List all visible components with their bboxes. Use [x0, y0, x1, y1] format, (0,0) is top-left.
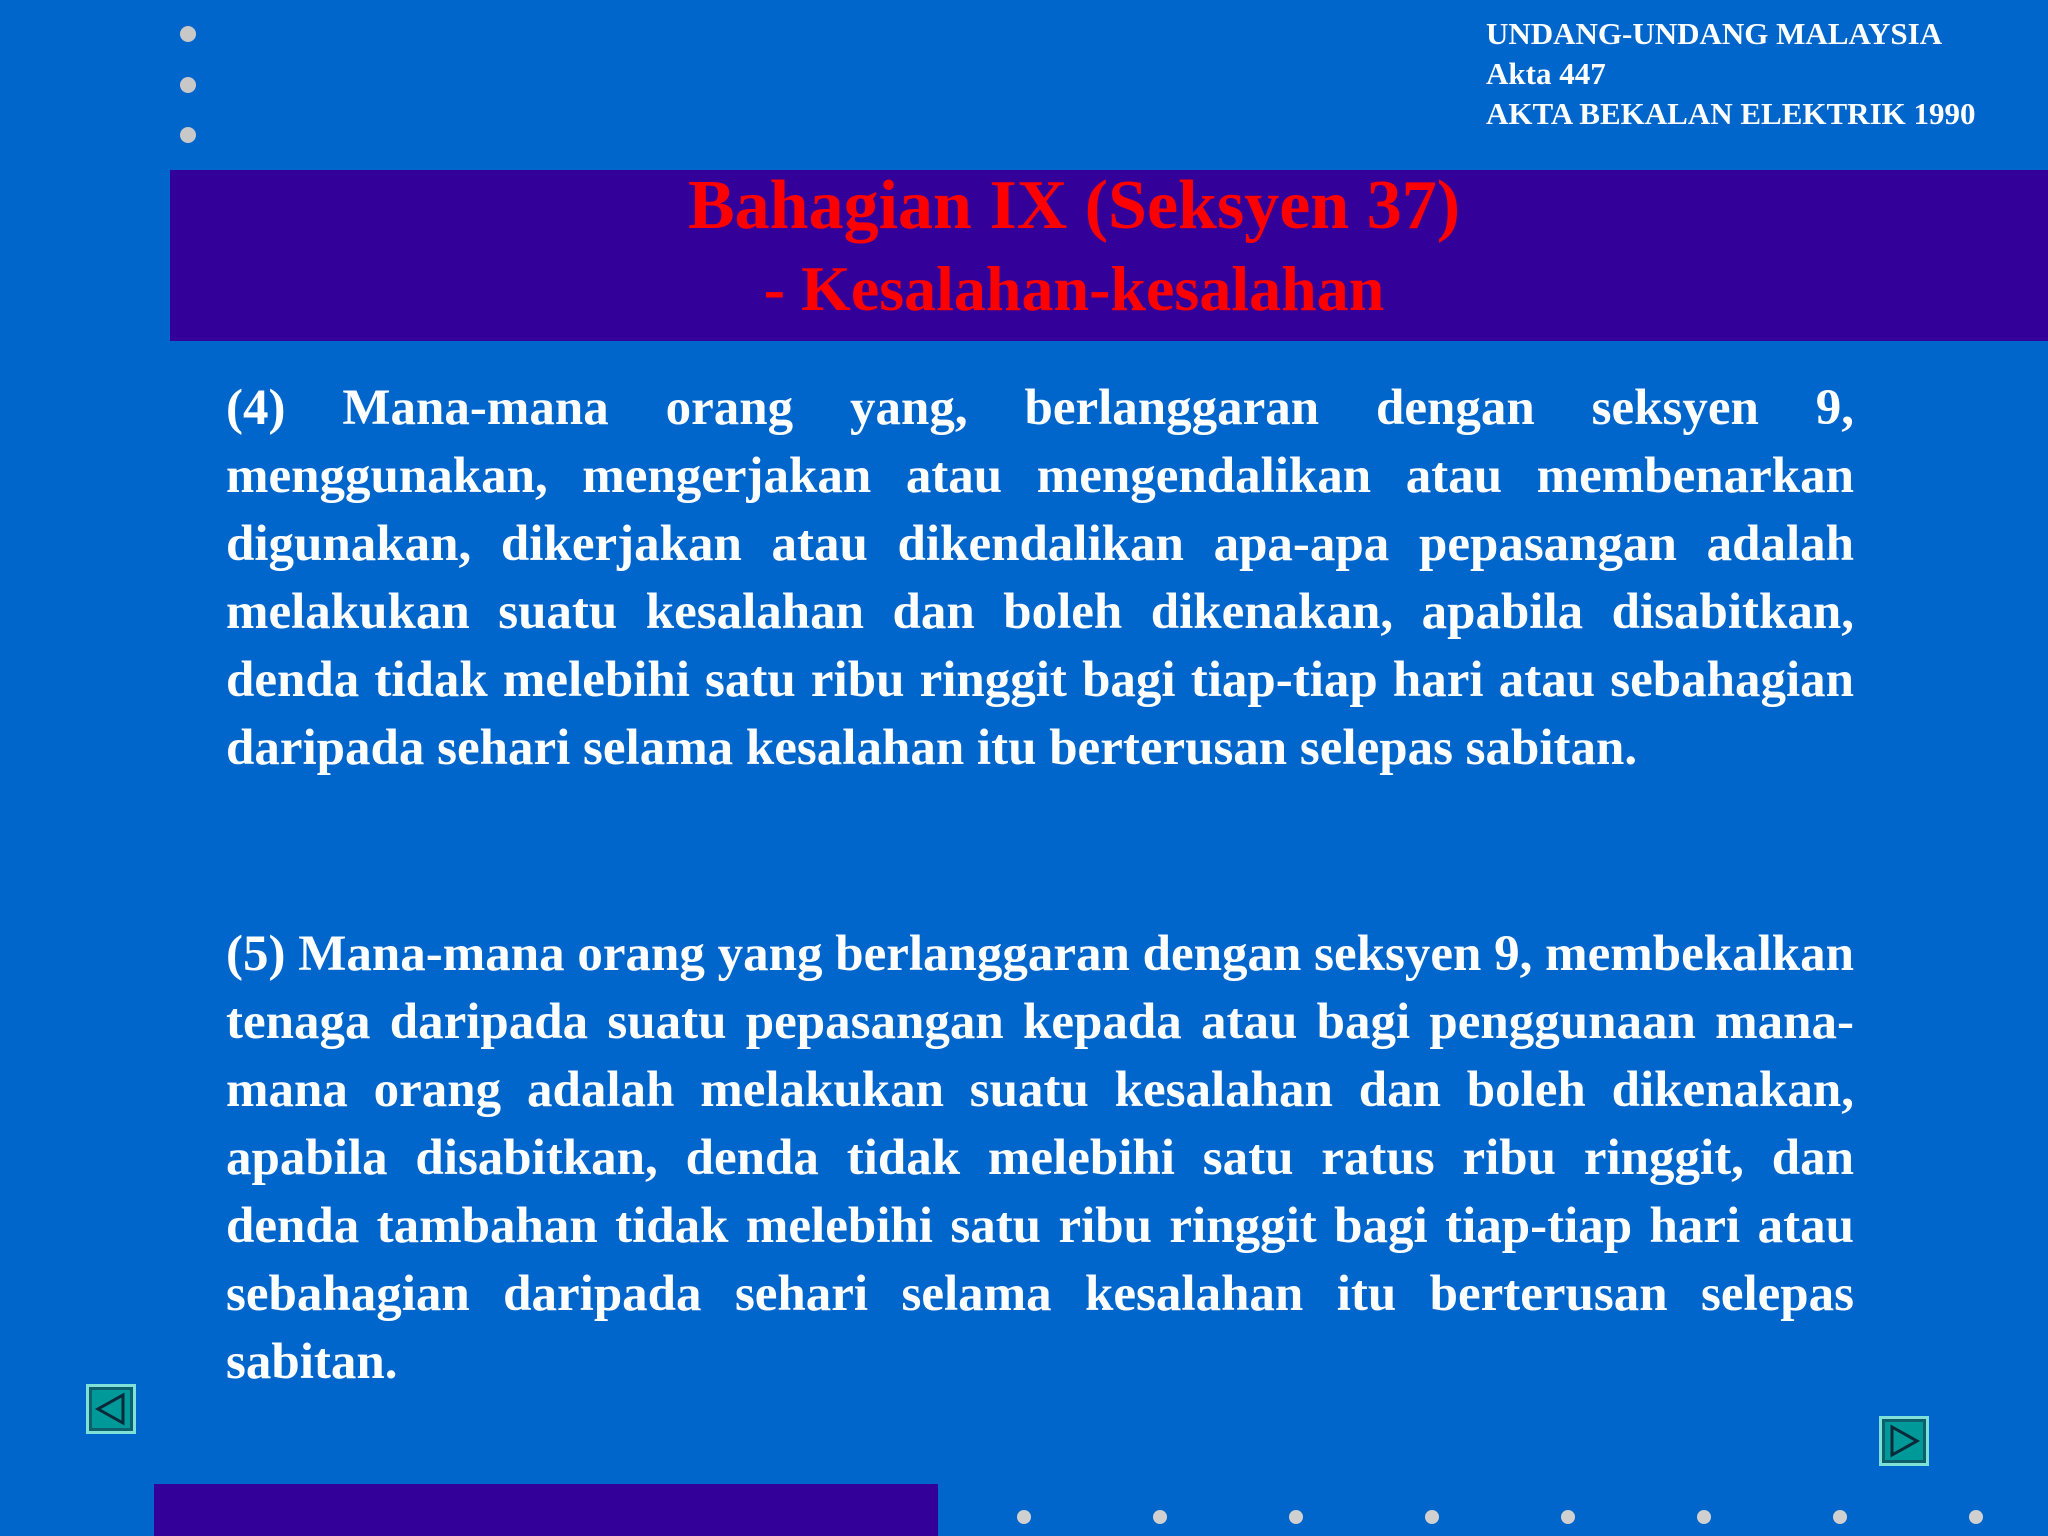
slide-title-sub: - Kesalahan-kesalahan — [763, 253, 1385, 324]
previous-slide-button[interactable] — [86, 1384, 136, 1434]
triangle-right-icon — [1882, 1419, 1926, 1463]
decorative-dot — [180, 26, 196, 42]
decorative-dot — [1017, 1510, 1031, 1524]
slide-title — [170, 163, 1978, 329]
header-line-act-number: Akta 447 — [1486, 56, 1606, 91]
slide-title-main: Bahagian IX (Seksyen 37) — [687, 167, 1461, 244]
act-reference-header — [1486, 14, 1976, 134]
subsection-5-text: (5) Mana-mana orang yang berlanggaran dengan seksyen 9, membekalkan tenaga daripada suatu pepasangan kepada atau bagi penggunaan mana-mana orang adalah melakukan suatu kesalahan dan boleh dikenakan, apabila disabitkan, denda tidak melebihi satu ratus ribu ringgit, dan denda tambahan tidak melebihi satu ribu ringgit bagi tiap-tiap hari atau sebahagian daripada sehari selama kesalahan itu berterusan selepas sabitan. — [226, 926, 1854, 1390]
next-slide-button[interactable] — [1879, 1416, 1929, 1466]
decorative-dot — [1833, 1510, 1847, 1524]
decorative-dot — [1153, 1510, 1167, 1524]
footer-band — [154, 1484, 938, 1536]
decorative-dot — [1969, 1510, 1983, 1524]
decorative-dot — [1561, 1510, 1575, 1524]
decorative-dot — [1425, 1510, 1439, 1524]
triangle-left-icon — [89, 1387, 133, 1431]
decorative-dot — [1697, 1510, 1711, 1524]
header-line-act-name: AKTA BEKALAN ELEKTRIK 1990 — [1486, 96, 1976, 131]
subsection-4-text: (4) Mana-mana orang yang, berlanggaran dengan seksyen 9, menggunakan, mengerjakan atau mengendalikan atau membenarkan digunakan, dikerjakan atau dikendalikan apa-apa pepasangan adalah melakukan suatu kesalahan dan boleh dikenakan, apabila disabitkan, denda tidak melebihi satu ribu ringgit bagi tiap-tiap hari atau sebahagian daripada sehari selama kesalahan itu berterusan selepas sabitan. — [226, 380, 1854, 776]
header-line-country: UNDANG-UNDANG MALAYSIA — [1486, 16, 1943, 51]
decorative-dot — [180, 77, 196, 93]
decorative-dot — [1289, 1510, 1303, 1524]
decorative-dot — [180, 127, 196, 143]
